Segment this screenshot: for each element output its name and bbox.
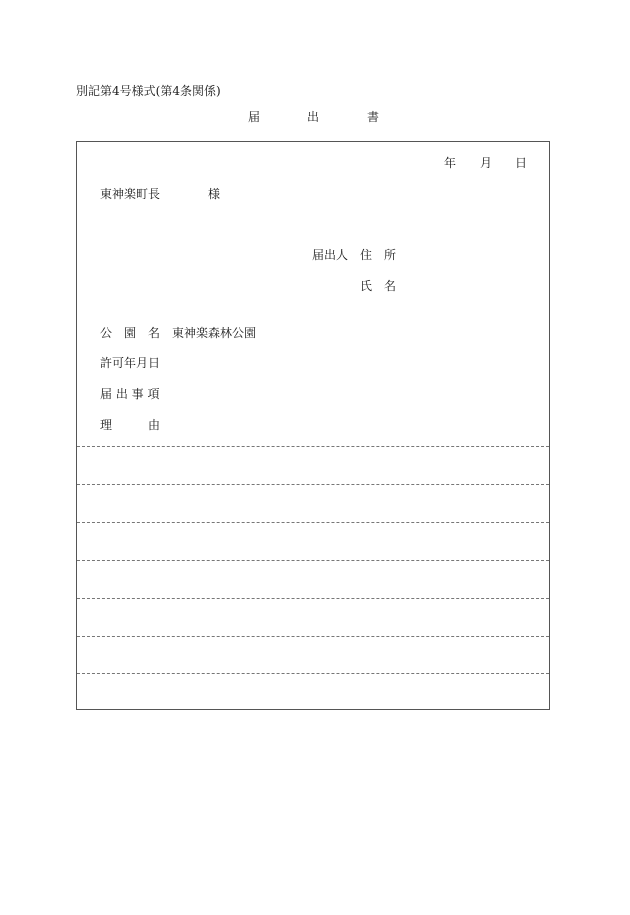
permit-date-label: 許可年月日 <box>100 356 161 370</box>
writing-line <box>77 522 549 523</box>
writing-line <box>77 560 549 561</box>
writing-line <box>77 598 549 599</box>
addressee-honorific: 様 <box>208 187 221 201</box>
applicant-name-label: 氏 名 <box>360 279 397 293</box>
reason-label-char-2: 由 <box>148 418 161 432</box>
notice-item-label: 届 出 事 項 <box>100 387 160 401</box>
writing-line <box>77 636 549 637</box>
date-year-label: 年 <box>444 156 457 170</box>
title-char-2: 出 <box>307 110 320 124</box>
reason-label-char-1: 理 <box>100 418 113 432</box>
park-name-value: 東神楽森林公園 <box>172 326 257 340</box>
applicant-label: 届出人 <box>312 248 349 262</box>
writing-line <box>77 484 549 485</box>
park-name-label: 公 園 名 <box>100 326 161 340</box>
notification-form <box>76 141 550 710</box>
date-day-label: 日 <box>515 156 528 170</box>
writing-line <box>77 446 549 447</box>
applicant-address-label: 住 所 <box>360 248 397 262</box>
title-char-3: 書 <box>367 110 380 124</box>
addressee-name: 東神楽町長 <box>100 187 161 201</box>
form-label: 別記第4号様式(第4条関係) <box>76 84 221 98</box>
title-char-1: 届 <box>248 110 261 124</box>
writing-line <box>77 673 549 674</box>
date-month-label: 月 <box>480 156 493 170</box>
